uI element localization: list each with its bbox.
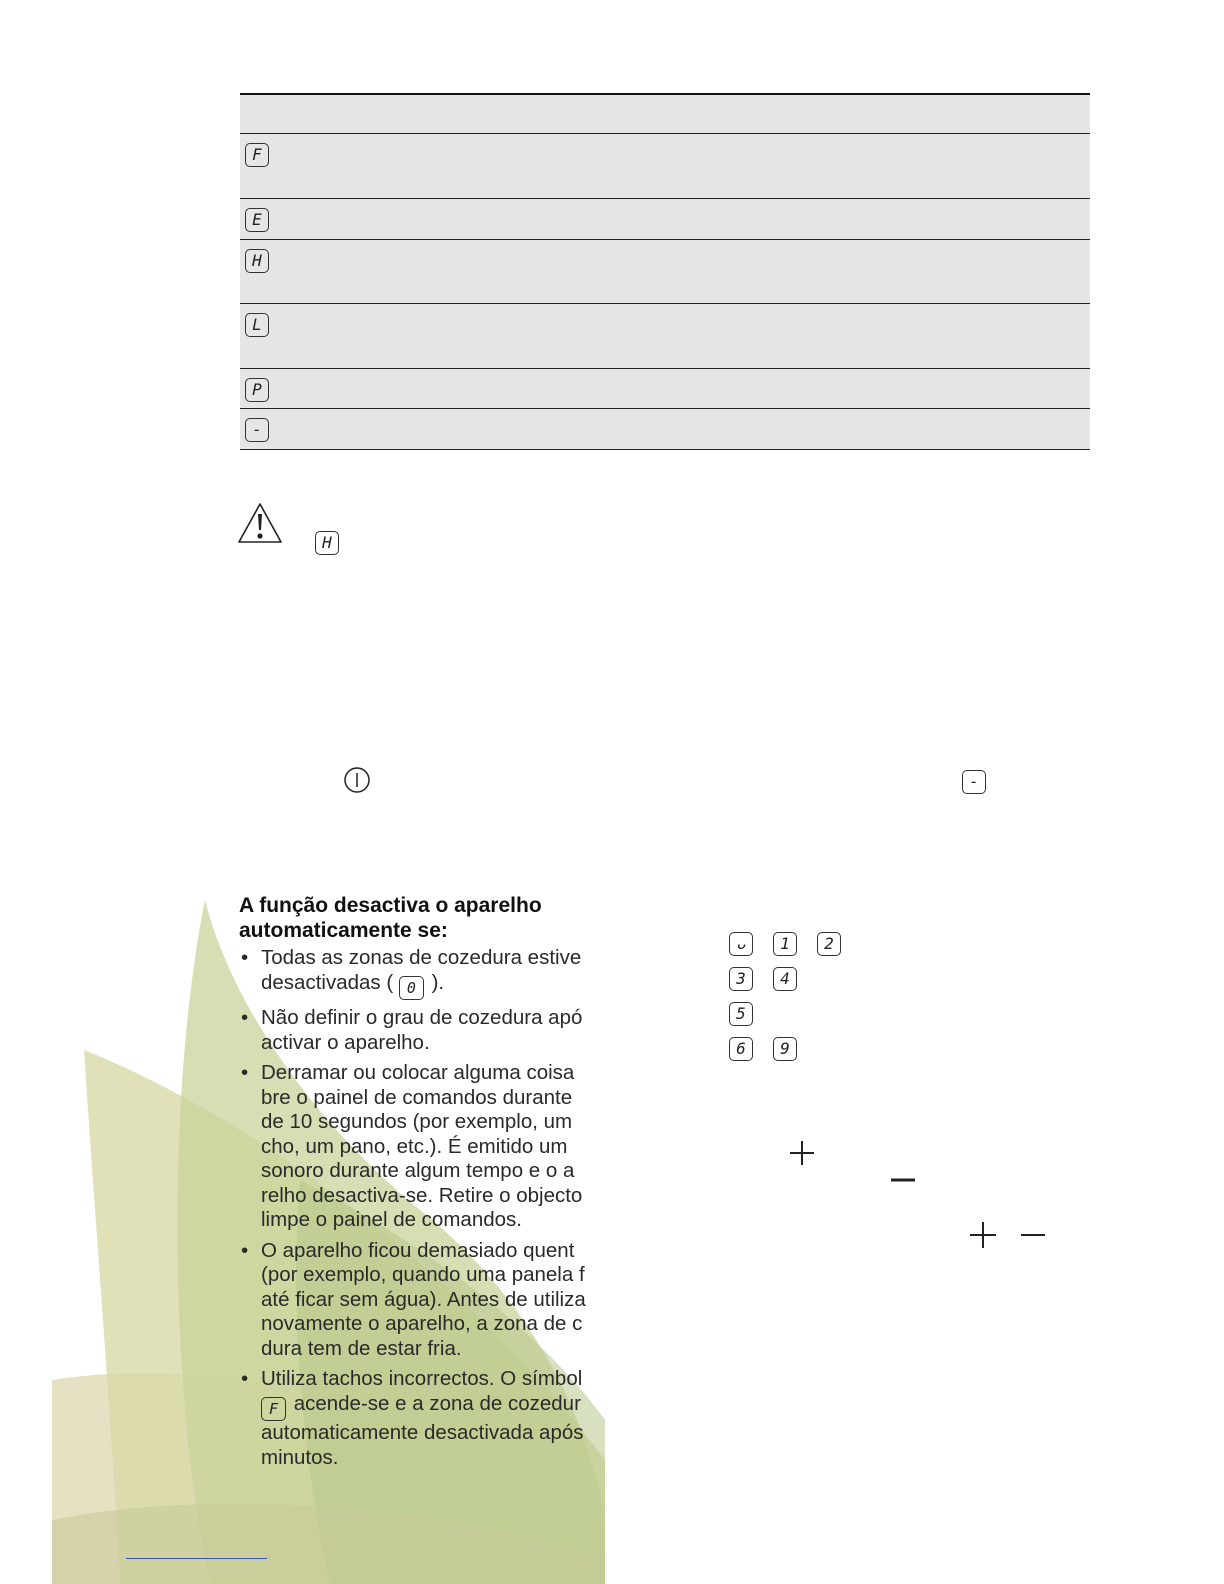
table-row — [240, 240, 1090, 304]
list-item: • Todas as zonas de cozedura estive desactivadas ( 0 ). — [239, 946, 609, 1000]
keep-warm-level-icon: ᴗ — [729, 932, 753, 956]
heat-level-symbols — [729, 932, 841, 1072]
heat-level-icon: 1 — [773, 932, 797, 956]
plus-icon — [789, 1140, 815, 1166]
heat-level-icon: 9 — [773, 1037, 797, 1061]
footer-link-underline[interactable] — [126, 1558, 267, 1559]
power-icon — [343, 766, 371, 794]
heat-level-icon: 2 — [817, 932, 841, 956]
table-row — [240, 199, 1090, 240]
residual-heat-indicator-icon: H — [245, 249, 269, 273]
dash-display-icon: - — [962, 770, 986, 794]
heat-level-row — [729, 1002, 841, 1037]
minus-icon — [890, 1170, 916, 1190]
lock-indicator-icon: L — [245, 313, 269, 337]
table-row — [240, 369, 1090, 409]
heat-level-icon: 5 — [729, 1002, 753, 1026]
heat-level-row — [729, 967, 841, 1002]
list-item: • O aparelho ficou demasiado quent (por exemplo, quando uma panela f até ficar sem água). Antes de utiliza novamente o aparelho, a zona de c dura tem de estar fria. — [241, 1238, 586, 1360]
power-function-indicator-icon: P — [245, 378, 269, 402]
warning-triangle-icon — [237, 502, 283, 544]
table-row — [240, 409, 1090, 450]
heat-level-icon: 6 — [729, 1037, 753, 1061]
heat-level-icon: 3 — [729, 967, 753, 991]
plus-icon — [969, 1221, 997, 1249]
list-item: • Utiliza tachos incorrectos. O símbol F acende-se e a zona de cozedur automaticamente desactivada após minutos. — [241, 1367, 584, 1469]
auto-off-heading: A função desactiva o aparelho automaticamente se: — [239, 894, 542, 942]
minus-icon — [1020, 1222, 1046, 1248]
fault-F-indicator-icon: F — [245, 143, 269, 167]
auto-off-list — [239, 946, 609, 1476]
symbol-table — [240, 93, 1090, 450]
heat-level-icon: 4 — [773, 967, 797, 991]
zero-level-icon: 0 — [399, 976, 424, 1000]
heat-level-row — [729, 1037, 841, 1072]
list-item: • Derramar ou colocar alguma coisa bre o painel de comandos durante de 10 segundos (por exemplo, um cho, um pano, etc.). É emitido um sonoro durante algum tempo e o a relho desactiva-se. Retire o objecto limpe o painel de comandos. — [241, 1061, 583, 1231]
table-header-row — [240, 95, 1090, 134]
table-row — [240, 134, 1090, 199]
fault-E-indicator-icon: E — [245, 208, 269, 232]
residual-heat-symbol-icon: H — [315, 531, 339, 555]
heat-level-row — [729, 932, 841, 967]
fault-F-symbol-icon: F — [261, 1397, 286, 1421]
list-item: • Não definir o grau de cozedura apó activar o aparelho. — [241, 1006, 583, 1054]
dash-indicator-icon: - — [245, 418, 269, 442]
table-row — [240, 304, 1090, 369]
